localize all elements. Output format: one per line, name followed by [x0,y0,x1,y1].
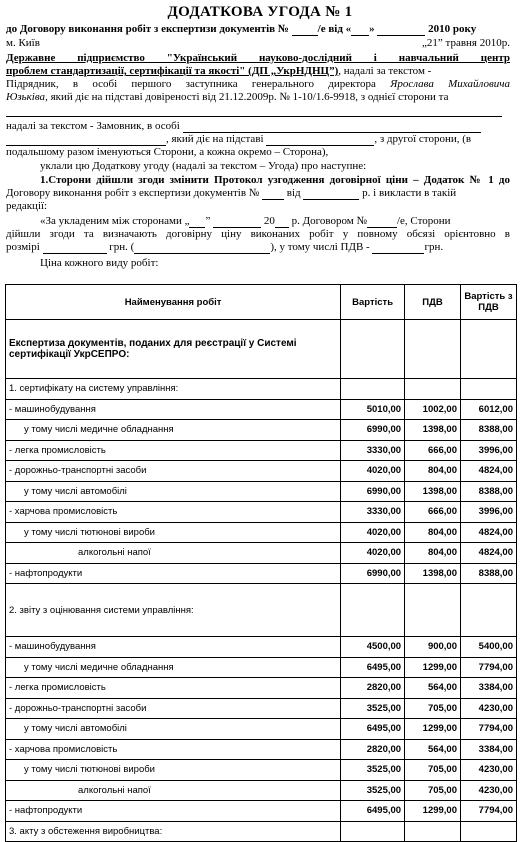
contractor-authority-line [6,91,510,104]
contract-ref-mid: /е від « [317,23,352,35]
table-row [6,502,517,523]
quote-rest: /е, Сторони [396,215,451,227]
table-row [6,399,517,420]
work-name-cell: - дорожньо-транспортні засоби [6,461,341,482]
representative-surname: Юзьківа [6,91,46,103]
total-cell: 3996,00 [461,440,517,461]
cost-cell: 4020,00 [341,543,405,564]
vat-cell: 705,00 [405,760,461,781]
price-intro: Ціна кожного виду робіт: [40,257,159,269]
total-cell: 5400,00 [461,637,517,658]
cost-cell: 2820,00 [341,739,405,760]
customer-authority-rest: , з другої сторони, (в [374,133,472,145]
quote-line3 [6,241,510,254]
vat-cell: 804,00 [405,461,461,482]
cost-cell: 4020,00 [341,522,405,543]
clause1-line2 [6,187,510,200]
quote-year: 20 [263,215,275,227]
table-row [6,637,517,658]
authority-text: , який діє на підставі довіреності від 21.12.2009р. № 1-10/1.6-9918, з однієї сторони та [45,91,449,103]
customer-line [6,120,510,133]
quote-line1 [40,215,510,228]
vat-cell [405,821,461,842]
clause1-rest: р. і викласти в такій [362,187,457,199]
total-cell: 3996,00 [461,502,517,523]
clause1-number-blank [262,189,284,200]
table-row [6,657,517,678]
table-row [6,821,517,842]
cost-cell [341,584,405,637]
customer-name-line [6,104,510,117]
customer-signatory-blank [6,135,166,146]
table-row [6,584,517,637]
total-cell: 6012,00 [461,399,517,420]
table-cell-empty [341,320,405,379]
work-name-cell: алкогольні напої [6,543,341,564]
header-cost-with-vat: Вартість з ПДВ [461,285,517,320]
vat-cell: 1398,00 [405,420,461,441]
clause1-from: від [286,187,301,199]
table-row [6,420,517,441]
work-name-cell: у тому числі автомобілі [6,481,341,502]
total-cell [461,379,517,400]
work-name-cell: - легка промисловість [6,440,341,461]
quote-number-blank [367,217,397,228]
section-title-row [6,320,517,379]
cost-cell: 6495,00 [341,801,405,822]
cost-cell: 3330,00 [341,502,405,523]
table-row [6,698,517,719]
total-cell: 3384,00 [461,739,517,760]
place-date-line [6,37,510,50]
cost-cell: 6990,00 [341,420,405,441]
quote-day-blank [189,217,205,228]
vat-cell: 1398,00 [405,563,461,584]
vat-cell: 666,00 [405,440,461,461]
cost-cell [341,821,405,842]
customer-authority-line [6,133,510,146]
city: м. Київ [6,37,40,49]
total-cell: 4230,00 [461,760,517,781]
table-header-row [6,285,517,320]
work-name-cell: 2. звіту з оцінювання системи управління: [6,584,341,637]
work-name-cell: у тому числі тютюнові вироби [6,522,341,543]
amount-words-open: грн. ( [109,241,135,253]
total-cell: 7794,00 [461,801,517,822]
work-name-cell: - харчова промисловість [6,739,341,760]
amount-label: розмірі [6,241,40,253]
cost-cell: 6990,00 [341,481,405,502]
work-name-cell: 1. сертифікату на систему управління: [6,379,341,400]
work-name-cell: - харчова промисловість [6,502,341,523]
total-cell: 4824,00 [461,543,517,564]
customer-person-blank [183,122,481,133]
contract-day-blank [351,25,369,36]
total-cell [461,821,517,842]
vat-cell: 705,00 [405,698,461,719]
cost-cell: 3525,00 [341,698,405,719]
quote-month-blank [213,217,261,228]
table-row [6,461,517,482]
quote-year-blank [275,217,289,228]
work-name-cell: - машинобудування [6,637,341,658]
total-cell: 4824,00 [461,522,517,543]
clause1-line3: редакції: [6,200,48,212]
cost-cell: 4020,00 [341,461,405,482]
vat-blank [372,243,424,254]
cost-cell: 4500,00 [341,637,405,658]
vat-cell: 564,00 [405,739,461,760]
table-row [6,780,517,801]
cost-cell: 6495,00 [341,657,405,678]
vat-cell: 705,00 [405,780,461,801]
agreement-intro: уклали цю Додаткову угоду (надалі за текстом – Угода) про наступне: [40,160,367,172]
work-name-cell: алкогольні напої [6,780,341,801]
cost-cell [341,379,405,400]
quote-text: «За укладеним між сторонами „ [40,215,190,227]
total-cell: 7794,00 [461,657,517,678]
table-row [6,563,517,584]
vat-cell: 804,00 [405,522,461,543]
table-cell-empty [461,320,517,379]
representative-text: Підрядник, в особі першого заступника генерального директора [6,78,391,90]
table-row [6,760,517,781]
contract-ref-text: до Договору виконання робіт з експертизи документів № [6,23,289,35]
contract-ref-mid2: » [369,23,375,35]
vat-cell: 564,00 [405,678,461,699]
clause1-date-blank [303,189,359,200]
total-cell [461,584,517,637]
amount-words-blank [134,243,270,254]
price-table [5,284,517,842]
cost-cell: 6495,00 [341,719,405,740]
total-cell: 4230,00 [461,780,517,801]
vat-cell: 1398,00 [405,481,461,502]
contractor-name-line1: Державне підприємство "Український науково-дослідний і навчальний центр [6,52,510,64]
cost-cell: 3525,00 [341,780,405,801]
clause1-text: 1.Сторони дійшли згоди змінити Протокол узгодження договірної ціни – Додаток № 1 до [40,174,510,186]
customer-authority-text: , який діє на підставі [166,133,264,145]
contractor-name-line2 [6,65,510,78]
table-cell-empty [405,320,461,379]
total-cell: 8388,00 [461,563,517,584]
work-name-cell: - легка промисловість [6,678,341,699]
document-title: ДОДАТКОВА УГОДА № 1 [167,4,353,20]
vat-cell: 1299,00 [405,719,461,740]
contract-month-blank [377,25,425,36]
cost-cell: 2820,00 [341,678,405,699]
work-name-cell: 3. акту з обстеження виробництва: [6,821,341,842]
table-row [6,543,517,564]
table-row [6,481,517,502]
work-name-cell: у тому числі медичне обладнання [6,420,341,441]
total-cell: 4230,00 [461,698,517,719]
vat-cell: 1002,00 [405,399,461,420]
cost-cell: 3525,00 [341,760,405,781]
quote-close: ” [205,215,211,227]
vat-currency: грн. [424,241,444,253]
cost-cell: 3330,00 [341,440,405,461]
total-cell: 3384,00 [461,678,517,699]
parties-line: подальшому разом іменуються Сторони, а кожна окремо – Сторона), [6,146,329,158]
contract-year: 2010 року [428,23,477,35]
section-title: Експертиза документів, поданих для реєстрації у Системі сертифікації УкрСЕПРО: [6,320,341,379]
work-name-cell: у тому числі автомобілі [6,719,341,740]
table-row [6,522,517,543]
table-row [6,719,517,740]
table-row [6,440,517,461]
table-row [6,379,517,400]
header-vat: ПДВ [405,285,461,320]
vat-cell [405,379,461,400]
vat-cell: 900,00 [405,637,461,658]
agreement-date: „21” травня 2010р. [422,37,510,49]
work-name-cell: - нафтопродукти [6,801,341,822]
work-name-cell: у тому числі медичне обладнання [6,657,341,678]
contractor-representative-line [6,78,510,91]
table-row [6,678,517,699]
customer-basis-blank [266,135,374,146]
work-name-cell: - машинобудування [6,399,341,420]
header-work-name: Найменування робіт [6,285,341,320]
vat-cell: 1299,00 [405,801,461,822]
total-cell: 4824,00 [461,461,517,482]
amount-blank [43,243,107,254]
customer-text: надалі за текстом - Замовник, в особі [6,120,180,132]
total-cell: 8388,00 [461,481,517,502]
cost-cell: 6990,00 [341,563,405,584]
vat-cell: 804,00 [405,543,461,564]
contract-number-blank [292,25,318,36]
contract-reference-line [6,23,510,36]
vat-cell: 666,00 [405,502,461,523]
total-cell: 8388,00 [461,420,517,441]
contractor-role: , надалі за текстом - [338,65,432,77]
customer-name-blank [6,106,502,117]
vat-cell: 1299,00 [405,657,461,678]
vat-label: ), у тому числі ПДВ - [270,241,370,253]
work-name-cell: у тому числі тютюнові вироби [6,760,341,781]
cost-cell: 5010,00 [341,399,405,420]
header-cost: Вартість [341,285,405,320]
total-cell: 7794,00 [461,719,517,740]
work-name-cell: - дорожньо-транспортні засоби [6,698,341,719]
work-name-cell: - нафтопродукти [6,563,341,584]
table-row [6,739,517,760]
table-row [6,801,517,822]
representative-name: Ярослава Михайловича [390,78,510,90]
quote-contract: р. Договором № [291,215,367,227]
quote-line2: дійшли згоди та визначають договірну ціну виконаних робіт у повному обсязі орієнтовно в [6,228,510,240]
clause1-contract-text: Договору виконання робіт з експертизи документів № [6,187,260,199]
clause1-line1 [40,174,510,187]
contractor-name-part2: проблем стандартизації, сертифікації та якості" (ДП „УкрНДНЦ”) [6,65,339,77]
vat-cell [405,584,461,637]
